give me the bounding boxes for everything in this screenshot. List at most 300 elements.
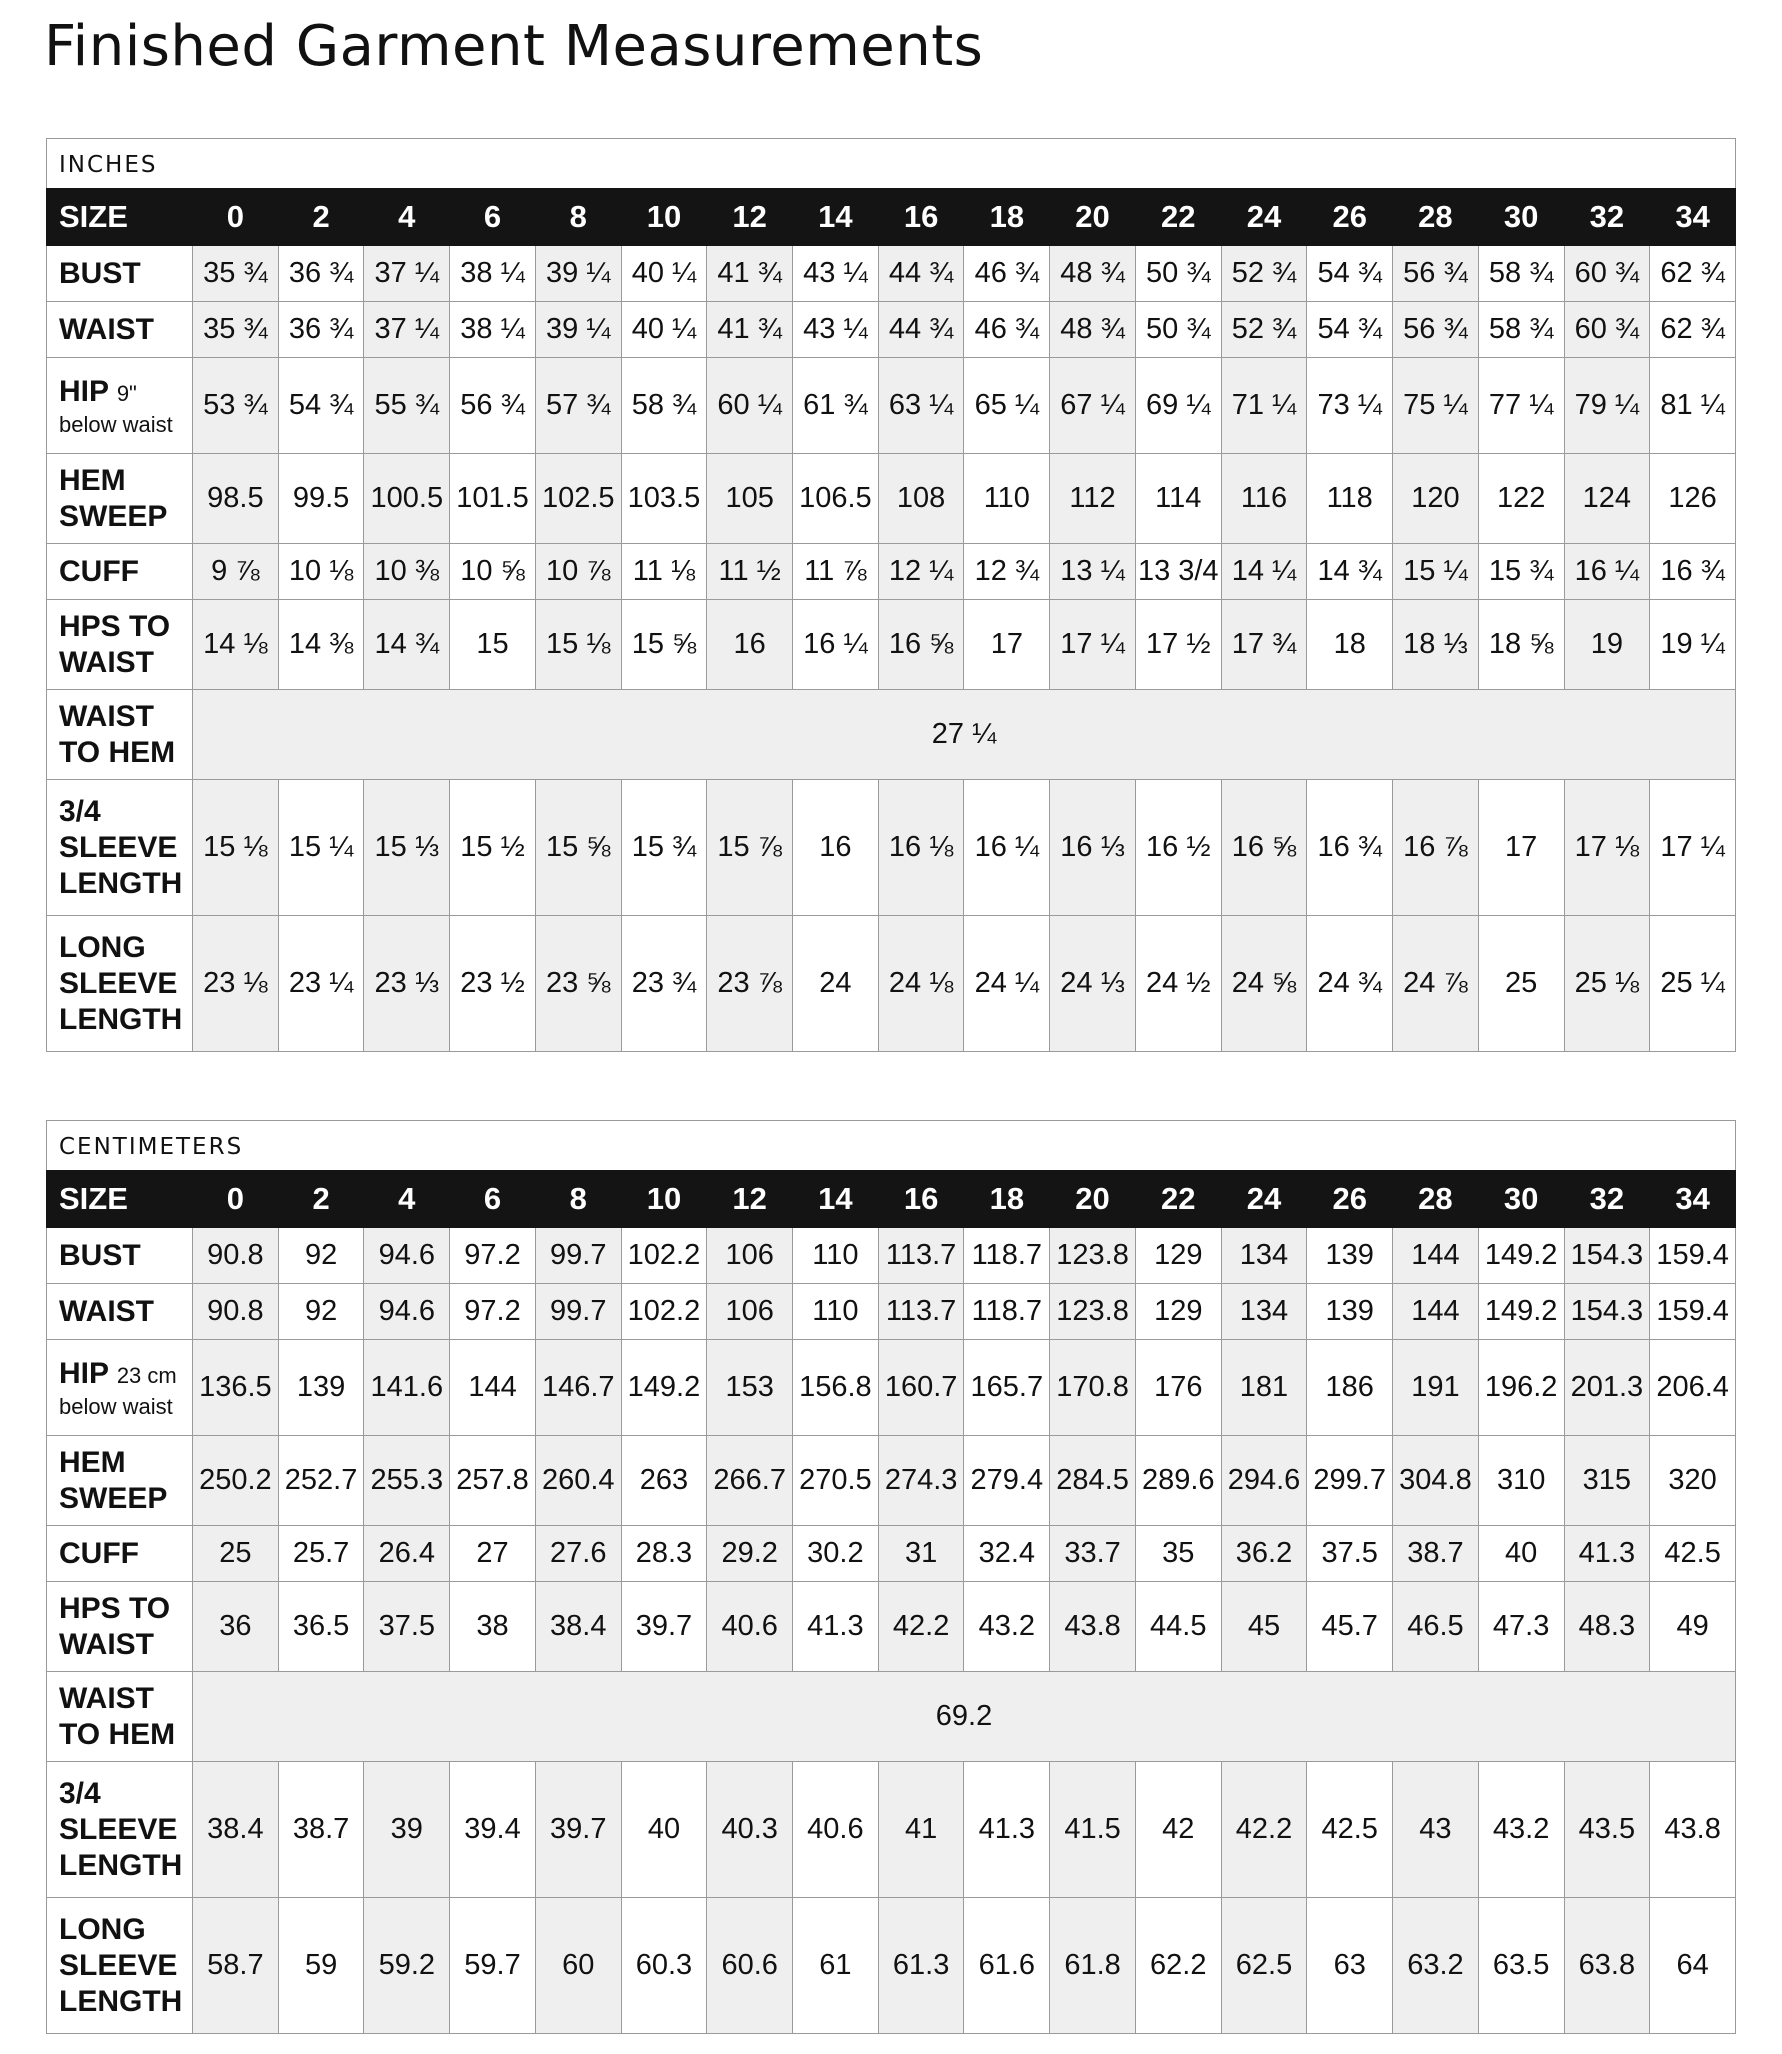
value-cell: 57 ¾: [535, 358, 621, 454]
value-cell: 48.3: [1564, 1582, 1650, 1672]
size-header-cell: 32: [1564, 1171, 1650, 1228]
table-row: [47, 1436, 1736, 1526]
value-cell: 41.5: [1050, 1762, 1136, 1898]
value-cell: 126: [1650, 454, 1736, 544]
value-cell: 52 ¾: [1221, 246, 1307, 302]
value-cell: 94.6: [364, 1284, 450, 1340]
value-cell: 42.5: [1650, 1526, 1736, 1582]
value-cell: 149.2: [621, 1340, 707, 1436]
value-cell: 43: [1393, 1762, 1479, 1898]
value-cell: 315: [1564, 1436, 1650, 1526]
value-cell: 16 ⅓: [1050, 780, 1136, 916]
value-cell: 23 ⅛: [193, 916, 279, 1052]
value-cell: 118: [1307, 454, 1393, 544]
value-cell: 108: [878, 454, 964, 544]
value-cell: 153: [707, 1340, 793, 1436]
size-header-cell: 0: [193, 1171, 279, 1228]
value-cell: 15 ⅓: [364, 780, 450, 916]
row-label: [47, 600, 193, 690]
value-cell: 43.2: [1478, 1762, 1564, 1898]
value-cell: 14 ⅛: [193, 600, 279, 690]
value-cell: 43 ¼: [793, 302, 879, 358]
value-cell: 16 ⅞: [1393, 780, 1479, 916]
table-row: [47, 1340, 1736, 1436]
value-cell: 54 ¾: [278, 358, 364, 454]
value-cell: 112: [1050, 454, 1136, 544]
row-label-subnote: below waist: [59, 411, 173, 437]
merged-value-cell: 27 ¼: [193, 690, 1736, 780]
row-label: [47, 454, 193, 544]
value-cell: 270.5: [793, 1436, 879, 1526]
row-label-note: 9": [116, 380, 137, 406]
size-header-cell: 10: [621, 1171, 707, 1228]
value-cell: 33.7: [1050, 1526, 1136, 1582]
size-header-cell: 22: [1135, 1171, 1221, 1228]
row-label-text: HEM SWEEP: [59, 463, 168, 533]
value-cell: 90.8: [193, 1228, 279, 1284]
value-cell: 58.7: [193, 1898, 279, 2034]
size-header-cell: 6: [450, 1171, 536, 1228]
size-header-row: [47, 1171, 1736, 1228]
size-header-row: [47, 189, 1736, 246]
value-cell: 139: [278, 1340, 364, 1436]
size-header-cell: 0: [193, 189, 279, 246]
value-cell: 120: [1393, 454, 1479, 544]
value-cell: 14 ¾: [1307, 544, 1393, 600]
value-cell: 156.8: [793, 1340, 879, 1436]
value-cell: 110: [793, 1228, 879, 1284]
value-cell: 23 ¾: [621, 916, 707, 1052]
table-row: [47, 1582, 1736, 1672]
value-cell: 123.8: [1050, 1284, 1136, 1340]
value-cell: 110: [793, 1284, 879, 1340]
size-header-cell: 24: [1221, 189, 1307, 246]
value-cell: 9 ⅞: [193, 544, 279, 600]
value-cell: 279.4: [964, 1436, 1050, 1526]
value-cell: 102.2: [621, 1228, 707, 1284]
value-cell: 56 ¾: [1393, 302, 1479, 358]
value-cell: 63 ¼: [878, 358, 964, 454]
value-cell: 176: [1135, 1340, 1221, 1436]
value-cell: 50 ¾: [1135, 246, 1221, 302]
value-cell: 99.7: [535, 1228, 621, 1284]
value-cell: 11 ⅛: [621, 544, 707, 600]
value-cell: 81 ¼: [1650, 358, 1736, 454]
value-cell: 44 ¾: [878, 246, 964, 302]
value-cell: 260.4: [535, 1436, 621, 1526]
row-label: [47, 690, 193, 780]
value-cell: 23 ½: [450, 916, 536, 1052]
row-label-text: LONG SLEEVE LENGTH: [59, 930, 183, 1036]
value-cell: 47.3: [1478, 1582, 1564, 1672]
size-header-label: SIZE: [47, 1171, 193, 1228]
value-cell: 52 ¾: [1221, 302, 1307, 358]
value-cell: 14 ¼: [1221, 544, 1307, 600]
value-cell: 100.5: [364, 454, 450, 544]
value-cell: 65 ¼: [964, 358, 1050, 454]
size-header-cell: 18: [964, 189, 1050, 246]
value-cell: 15 ¼: [1393, 544, 1479, 600]
value-cell: 266.7: [707, 1436, 793, 1526]
value-cell: 114: [1135, 454, 1221, 544]
value-cell: 35 ¾: [193, 302, 279, 358]
row-label-text: 3/4 SLEEVE LENGTH: [59, 1776, 183, 1882]
value-cell: 39 ¼: [535, 302, 621, 358]
value-cell: 144: [450, 1340, 536, 1436]
value-cell: 106: [707, 1228, 793, 1284]
value-cell: 16: [707, 600, 793, 690]
value-cell: 37 ¼: [364, 302, 450, 358]
value-cell: 38.4: [535, 1582, 621, 1672]
value-cell: 252.7: [278, 1436, 364, 1526]
row-label-text: HIP: [59, 1356, 109, 1390]
row-label-text: 3/4 SLEEVE LENGTH: [59, 794, 183, 900]
value-cell: 103.5: [621, 454, 707, 544]
value-cell: 16 ¾: [1307, 780, 1393, 916]
value-cell: 14 ¾: [364, 600, 450, 690]
value-cell: 59: [278, 1898, 364, 2034]
value-cell: 141.6: [364, 1340, 450, 1436]
value-cell: 154.3: [1564, 1284, 1650, 1340]
table-row: [47, 454, 1736, 544]
value-cell: 170.8: [1050, 1340, 1136, 1436]
value-cell: 13 ¼: [1050, 544, 1136, 600]
table-row: [47, 600, 1736, 690]
value-cell: 11 ⅞: [793, 544, 879, 600]
value-cell: 42.5: [1307, 1762, 1393, 1898]
value-cell: 13 3/4: [1135, 544, 1221, 600]
value-cell: 46.5: [1393, 1582, 1479, 1672]
centimeters-table-block: [46, 1120, 1736, 2034]
value-cell: 16: [793, 780, 879, 916]
value-cell: 294.6: [1221, 1436, 1307, 1526]
value-cell: 165.7: [964, 1340, 1050, 1436]
value-cell: 10 ⅜: [364, 544, 450, 600]
value-cell: 17 ¼: [1050, 600, 1136, 690]
value-cell: 61: [793, 1898, 879, 2034]
unit-label-inches: INCHES: [46, 138, 1736, 188]
value-cell: 41.3: [1564, 1526, 1650, 1582]
value-cell: 62.5: [1221, 1898, 1307, 2034]
value-cell: 40: [1478, 1526, 1564, 1582]
value-cell: 73 ¼: [1307, 358, 1393, 454]
value-cell: 43 ¼: [793, 246, 879, 302]
row-label: [47, 1582, 193, 1672]
value-cell: 39.4: [450, 1762, 536, 1898]
row-label: [47, 1762, 193, 1898]
size-header-cell: 30: [1478, 1171, 1564, 1228]
value-cell: 64: [1650, 1898, 1736, 2034]
table-row: [47, 690, 1736, 780]
value-cell: 26.4: [364, 1526, 450, 1582]
value-cell: 62 ¾: [1650, 302, 1736, 358]
size-header-cell: 20: [1050, 1171, 1136, 1228]
value-cell: 61.8: [1050, 1898, 1136, 2034]
value-cell: 24 ¾: [1307, 916, 1393, 1052]
value-cell: 37.5: [364, 1582, 450, 1672]
row-label-text: BUST: [59, 1238, 141, 1272]
value-cell: 16 ⅝: [1221, 780, 1307, 916]
value-cell: 58 ¾: [621, 358, 707, 454]
value-cell: 48 ¾: [1050, 302, 1136, 358]
table-row: [47, 1672, 1736, 1762]
value-cell: 63.5: [1478, 1898, 1564, 2034]
value-cell: 16 ⅝: [878, 600, 964, 690]
value-cell: 18 ⅝: [1478, 600, 1564, 690]
value-cell: 25 ¼: [1650, 916, 1736, 1052]
value-cell: 304.8: [1393, 1436, 1479, 1526]
value-cell: 94.6: [364, 1228, 450, 1284]
value-cell: 67 ¼: [1050, 358, 1136, 454]
size-header-cell: 20: [1050, 189, 1136, 246]
value-cell: 92: [278, 1228, 364, 1284]
value-cell: 63.2: [1393, 1898, 1479, 2034]
value-cell: 15 ⅝: [535, 780, 621, 916]
table-row: [47, 246, 1736, 302]
value-cell: 44 ¾: [878, 302, 964, 358]
table-row: [47, 916, 1736, 1052]
value-cell: 116: [1221, 454, 1307, 544]
value-cell: 118.7: [964, 1284, 1050, 1340]
value-cell: 27: [450, 1526, 536, 1582]
value-cell: 15 ⅛: [193, 780, 279, 916]
value-cell: 10 ⅞: [535, 544, 621, 600]
value-cell: 46 ¾: [964, 302, 1050, 358]
size-header-cell: 26: [1307, 1171, 1393, 1228]
value-cell: 97.2: [450, 1284, 536, 1340]
value-cell: 23 ⅓: [364, 916, 450, 1052]
value-cell: 40.6: [793, 1762, 879, 1898]
value-cell: 60 ¼: [707, 358, 793, 454]
value-cell: 299.7: [1307, 1436, 1393, 1526]
row-label-text: CUFF: [59, 554, 139, 588]
value-cell: 284.5: [1050, 1436, 1136, 1526]
row-label: [47, 916, 193, 1052]
table-row: [47, 358, 1736, 454]
value-cell: 149.2: [1478, 1228, 1564, 1284]
value-cell: 255.3: [364, 1436, 450, 1526]
value-cell: 69 ¼: [1135, 358, 1221, 454]
size-header-cell: 34: [1650, 189, 1736, 246]
row-label-subnote: below waist: [59, 1393, 173, 1419]
size-header-cell: 24: [1221, 1171, 1307, 1228]
value-cell: 25: [1478, 916, 1564, 1052]
value-cell: 136.5: [193, 1340, 279, 1436]
value-cell: 36 ¾: [278, 302, 364, 358]
value-cell: 43.8: [1650, 1762, 1736, 1898]
value-cell: 38.7: [1393, 1526, 1479, 1582]
value-cell: 36.2: [1221, 1526, 1307, 1582]
value-cell: 201.3: [1564, 1340, 1650, 1436]
table-row: [47, 1762, 1736, 1898]
value-cell: 159.4: [1650, 1228, 1736, 1284]
value-cell: 99.7: [535, 1284, 621, 1340]
value-cell: 17 ¾: [1221, 600, 1307, 690]
value-cell: 186: [1307, 1340, 1393, 1436]
value-cell: 17: [1478, 780, 1564, 916]
value-cell: 24 ½: [1135, 916, 1221, 1052]
value-cell: 77 ¼: [1478, 358, 1564, 454]
value-cell: 16 ⅛: [878, 780, 964, 916]
value-cell: 45.7: [1307, 1582, 1393, 1672]
value-cell: 134: [1221, 1284, 1307, 1340]
value-cell: 146.7: [535, 1340, 621, 1436]
table-row: [47, 1526, 1736, 1582]
size-header-cell: 16: [878, 189, 964, 246]
value-cell: 154.3: [1564, 1228, 1650, 1284]
row-label: [47, 1284, 193, 1340]
value-cell: 75 ¼: [1393, 358, 1479, 454]
row-label-note: 23 cm: [116, 1362, 177, 1388]
value-cell: 144: [1393, 1228, 1479, 1284]
value-cell: 37.5: [1307, 1526, 1393, 1582]
value-cell: 134: [1221, 1228, 1307, 1284]
row-label-text: WAIST: [59, 1294, 154, 1328]
table-row: [47, 780, 1736, 916]
value-cell: 110: [964, 454, 1050, 544]
size-header-cell: 2: [278, 189, 364, 246]
value-cell: 23 ⅝: [535, 916, 621, 1052]
value-cell: 48 ¾: [1050, 246, 1136, 302]
value-cell: 196.2: [1478, 1340, 1564, 1436]
value-cell: 61.3: [878, 1898, 964, 2034]
size-header-cell: 8: [535, 1171, 621, 1228]
value-cell: 29.2: [707, 1526, 793, 1582]
value-cell: 60: [535, 1898, 621, 2034]
value-cell: 23 ¼: [278, 916, 364, 1052]
size-header-cell: 34: [1650, 1171, 1736, 1228]
size-header-cell: 4: [364, 1171, 450, 1228]
table-row: [47, 302, 1736, 358]
value-cell: 105: [707, 454, 793, 544]
row-label-text: LONG SLEEVE LENGTH: [59, 1912, 183, 2018]
value-cell: 18 ⅓: [1393, 600, 1479, 690]
size-header-cell: 4: [364, 189, 450, 246]
value-cell: 16 ¼: [964, 780, 1050, 916]
value-cell: 40 ¼: [621, 302, 707, 358]
value-cell: 17: [964, 600, 1050, 690]
value-cell: 206.4: [1650, 1340, 1736, 1436]
row-label-text: HPS TO WAIST: [59, 609, 171, 679]
value-cell: 139: [1307, 1228, 1393, 1284]
value-cell: 144: [1393, 1284, 1479, 1340]
size-header-cell: 8: [535, 189, 621, 246]
value-cell: 15 ¼: [278, 780, 364, 916]
value-cell: 11 ½: [707, 544, 793, 600]
value-cell: 25.7: [278, 1526, 364, 1582]
value-cell: 16 ¾: [1650, 544, 1736, 600]
value-cell: 320: [1650, 1436, 1736, 1526]
value-cell: 139: [1307, 1284, 1393, 1340]
value-cell: 40.3: [707, 1762, 793, 1898]
value-cell: 39.7: [535, 1762, 621, 1898]
size-header-cell: 12: [707, 1171, 793, 1228]
value-cell: 43.5: [1564, 1762, 1650, 1898]
size-header-cell: 22: [1135, 189, 1221, 246]
value-cell: 122: [1478, 454, 1564, 544]
value-cell: 62 ¾: [1650, 246, 1736, 302]
value-cell: 49: [1650, 1582, 1736, 1672]
value-cell: 18: [1307, 600, 1393, 690]
value-cell: 27.6: [535, 1526, 621, 1582]
value-cell: 36: [193, 1582, 279, 1672]
row-label-text: HEM SWEEP: [59, 1445, 168, 1515]
value-cell: 102.2: [621, 1284, 707, 1340]
value-cell: 40 ¼: [621, 246, 707, 302]
value-cell: 149.2: [1478, 1284, 1564, 1340]
value-cell: 16 ½: [1135, 780, 1221, 916]
row-label: [47, 1672, 193, 1762]
value-cell: 23 ⅞: [707, 916, 793, 1052]
value-cell: 113.7: [878, 1228, 964, 1284]
row-label: [47, 1436, 193, 1526]
row-label: [47, 1340, 193, 1436]
value-cell: 98.5: [193, 454, 279, 544]
value-cell: 191: [1393, 1340, 1479, 1436]
value-cell: 16 ¼: [1564, 544, 1650, 600]
value-cell: 113.7: [878, 1284, 964, 1340]
value-cell: 101.5: [450, 454, 536, 544]
row-label: [47, 1898, 193, 2034]
unit-label-centimeters: CENTIMETERS: [46, 1120, 1736, 1170]
value-cell: 43.2: [964, 1582, 1050, 1672]
value-cell: 41.3: [793, 1582, 879, 1672]
value-cell: 12 ¾: [964, 544, 1050, 600]
value-cell: 16 ¼: [793, 600, 879, 690]
size-header-cell: 28: [1393, 1171, 1479, 1228]
value-cell: 19: [1564, 600, 1650, 690]
value-cell: 12 ¼: [878, 544, 964, 600]
value-cell: 160.7: [878, 1340, 964, 1436]
value-cell: 38: [450, 1582, 536, 1672]
row-label-text: WAIST TO HEM: [59, 1681, 176, 1751]
value-cell: 43.8: [1050, 1582, 1136, 1672]
value-cell: 38.4: [193, 1762, 279, 1898]
value-cell: 36 ¾: [278, 246, 364, 302]
row-label: [47, 302, 193, 358]
size-header-cell: 32: [1564, 189, 1650, 246]
inches-table: [46, 188, 1736, 1052]
value-cell: 25 ⅛: [1564, 916, 1650, 1052]
row-label: [47, 358, 193, 454]
value-cell: 32.4: [964, 1526, 1050, 1582]
value-cell: 60.6: [707, 1898, 793, 2034]
table-row: [47, 1284, 1736, 1340]
value-cell: 257.8: [450, 1436, 536, 1526]
value-cell: 31: [878, 1526, 964, 1582]
value-cell: 24: [793, 916, 879, 1052]
value-cell: 90.8: [193, 1284, 279, 1340]
value-cell: 44.5: [1135, 1582, 1221, 1672]
value-cell: 159.4: [1650, 1284, 1736, 1340]
value-cell: 15 ¾: [1478, 544, 1564, 600]
size-header-cell: 18: [964, 1171, 1050, 1228]
value-cell: 99.5: [278, 454, 364, 544]
row-label: [47, 780, 193, 916]
value-cell: 92: [278, 1284, 364, 1340]
value-cell: 28.3: [621, 1526, 707, 1582]
table-row: [47, 544, 1736, 600]
value-cell: 24 ⅓: [1050, 916, 1136, 1052]
row-label-text: HIP: [59, 374, 109, 408]
row-label-text: WAIST TO HEM: [59, 699, 176, 769]
value-cell: 24 ⅞: [1393, 916, 1479, 1052]
value-cell: 24 ⅝: [1221, 916, 1307, 1052]
value-cell: 79 ¼: [1564, 358, 1650, 454]
size-header-cell: 14: [793, 189, 879, 246]
value-cell: 17 ¼: [1650, 780, 1736, 916]
value-cell: 250.2: [193, 1436, 279, 1526]
